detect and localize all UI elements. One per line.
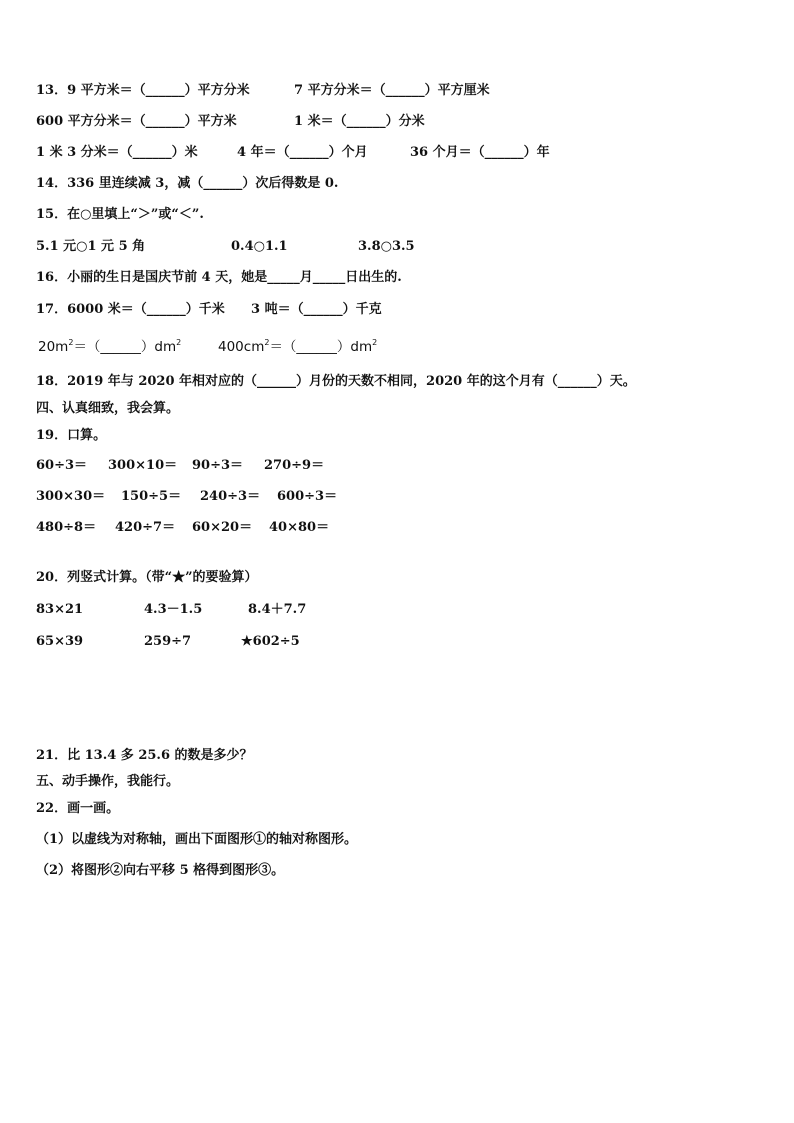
q15-item-2: 0.4○1.1 (231, 239, 288, 254)
q17-b1-exponent: 2 (68, 338, 74, 347)
q20-r2-c1: 65×39 (36, 634, 84, 649)
q21-text: 21．比 13.4 多 25.6 的数是多少？ (36, 748, 253, 763)
q19-r1-c4: 270÷9＝ (264, 458, 325, 473)
q13-item-b1: 600 平方分米＝（______）平方米 (36, 114, 237, 129)
q19-r3-c2: 420÷7＝ (115, 520, 176, 535)
q22-part-2: （2）将图形②向右平移 5 格得到图形③。 (36, 863, 285, 878)
q19-r3-c3: 60×20＝ (192, 520, 253, 535)
q13-item-b2: 1 米＝（______）分米 (294, 114, 425, 129)
q17-b2-exponent: 2 (264, 338, 270, 347)
q15-item-3: 3.8○3.5 (358, 239, 415, 254)
q13-item-c1: 1 米 3 分米＝（______）米 (36, 145, 198, 160)
q13-item-c3: 36 个月＝（______）年 (410, 145, 550, 160)
q22-part-1: （1）以虚线为对称轴，画出下面图形①的轴对称图形。 (36, 832, 358, 847)
q19-r1-c3: 90÷3＝ (192, 458, 244, 473)
q15-title: 15．在○里填上“＞”或“＜”. (36, 207, 204, 222)
q19-r3-c4: 40×80＝ (269, 520, 330, 535)
q20-r1-c3: 8.4＋7.7 (248, 602, 307, 617)
q20-r1-c1: 83×21 (36, 602, 84, 617)
q20-r2-c2: 259÷7 (144, 634, 192, 649)
q16-text: 16．小丽的生日是国庆节前 4 天，她是_____月_____日出生的. (36, 270, 402, 285)
q19-r2-c4: 600÷3＝ (277, 489, 338, 504)
q14-text: 14．336 里连续减 3，减（______）次后得数是 0. (36, 176, 339, 191)
q20-title: 20．列竖式计算。（带“★”的要验算） (36, 570, 258, 585)
q17-item-b2 (218, 338, 377, 356)
q17-b2-rest: ＝（______）dm (269, 339, 373, 355)
q20-r2-c3: ★602÷5 (241, 634, 300, 649)
q19-r3-c1: 480÷8＝ (36, 520, 97, 535)
q17-item-b1 (38, 338, 181, 356)
q15-item-1: 5.1 元○1 元 5 角 (36, 239, 146, 254)
q17-item-a1: 17．6000 米＝（______）千米 (36, 302, 225, 317)
q17-item-a2: 3 吨＝（______）千克 (251, 302, 382, 317)
q13-item-a1: 13．9 平方米＝（______）平方分米 (36, 83, 250, 98)
q17-b1-rest: ＝（______）dm (73, 339, 177, 355)
section-5-heading: 五、动手操作，我能行。 (36, 774, 180, 789)
q17-b2-prefix: 400cm (218, 339, 265, 355)
q19-r2-c3: 240÷3＝ (200, 489, 261, 504)
q18-text: 18．2019 年与 2020 年相对应的（______）月份的天数不相同，2020 年的这个月有（______）天。 (36, 374, 636, 389)
q19-r2-c2: 150÷5＝ (121, 489, 182, 504)
q17-b2-exponent-2: 2 (372, 338, 378, 347)
q17-b1-prefix: 20m (38, 339, 69, 355)
q19-r1-c2: 300×10＝ (108, 458, 178, 473)
q17-b1-exponent-2: 2 (176, 338, 182, 347)
q19-r1-c1: 60÷3＝ (36, 458, 88, 473)
q13-item-c2: 4 年＝（______）个月 (237, 145, 368, 160)
section-4-heading: 四、认真细致，我会算。 (36, 401, 180, 416)
q19-title: 19．口算。 (36, 428, 107, 443)
q20-r1-c2: 4.3－1.5 (144, 602, 203, 617)
q13-item-a2: 7 平方分米＝（______）平方厘米 (294, 83, 490, 98)
q19-r2-c1: 300×30＝ (36, 489, 106, 504)
q22-title: 22．画一画。 (36, 801, 120, 816)
